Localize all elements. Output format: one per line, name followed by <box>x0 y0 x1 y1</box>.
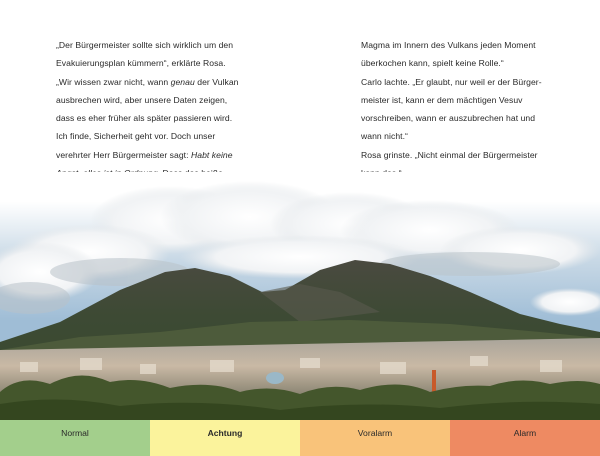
text-line: meister ist, kann er dem mächtigen Vesuv <box>361 94 523 105</box>
story-text-right-column <box>361 36 571 182</box>
vesuvius-photo <box>0 172 600 420</box>
text-line: wann nicht.“ <box>361 131 408 142</box>
text-line: „Wir wissen zwar nicht, wann genau der Vulkan <box>56 76 239 87</box>
text-line: Magma im Innern des Vulkans jeden Moment <box>361 40 536 50</box>
text-line: vorschreiben, wann er auszubrechen hat und <box>361 113 536 124</box>
text-line: überkochen kann, spielt keine Rolle.“ <box>361 58 504 69</box>
text-line: verehrter Herr Bürgermeister sagt: Habt keine <box>56 149 233 160</box>
alert-level-achtung: Achtung <box>150 420 300 456</box>
text-line: „Der Bürgermeister sollte sich wirklich um den <box>56 40 234 50</box>
text-line: Evakuierungsplan kümmern“, erklärte Rosa. <box>56 58 226 69</box>
text-line: Ich finde, Sicherheit geht vor. Doch unser <box>56 131 216 142</box>
alert-level-voralarm: Voralarm <box>300 420 450 456</box>
text-line: ausbrechen wird, aber unsere Daten zeigen, <box>56 94 228 105</box>
text-line: dass es eher früher als später passieren wird. <box>56 113 233 124</box>
text-line: Rosa grinste. „Nicht einmal der Bürgermeister <box>361 149 538 160</box>
alert-level-normal: Normal <box>0 420 150 456</box>
alert-level-bar <box>0 420 600 456</box>
text-line: Carlo lachte. „Er glaubt, nur weil er der Bürger- <box>361 76 542 87</box>
alert-level-alarm: Alarm <box>450 420 600 456</box>
story-text-left-column <box>56 36 266 182</box>
